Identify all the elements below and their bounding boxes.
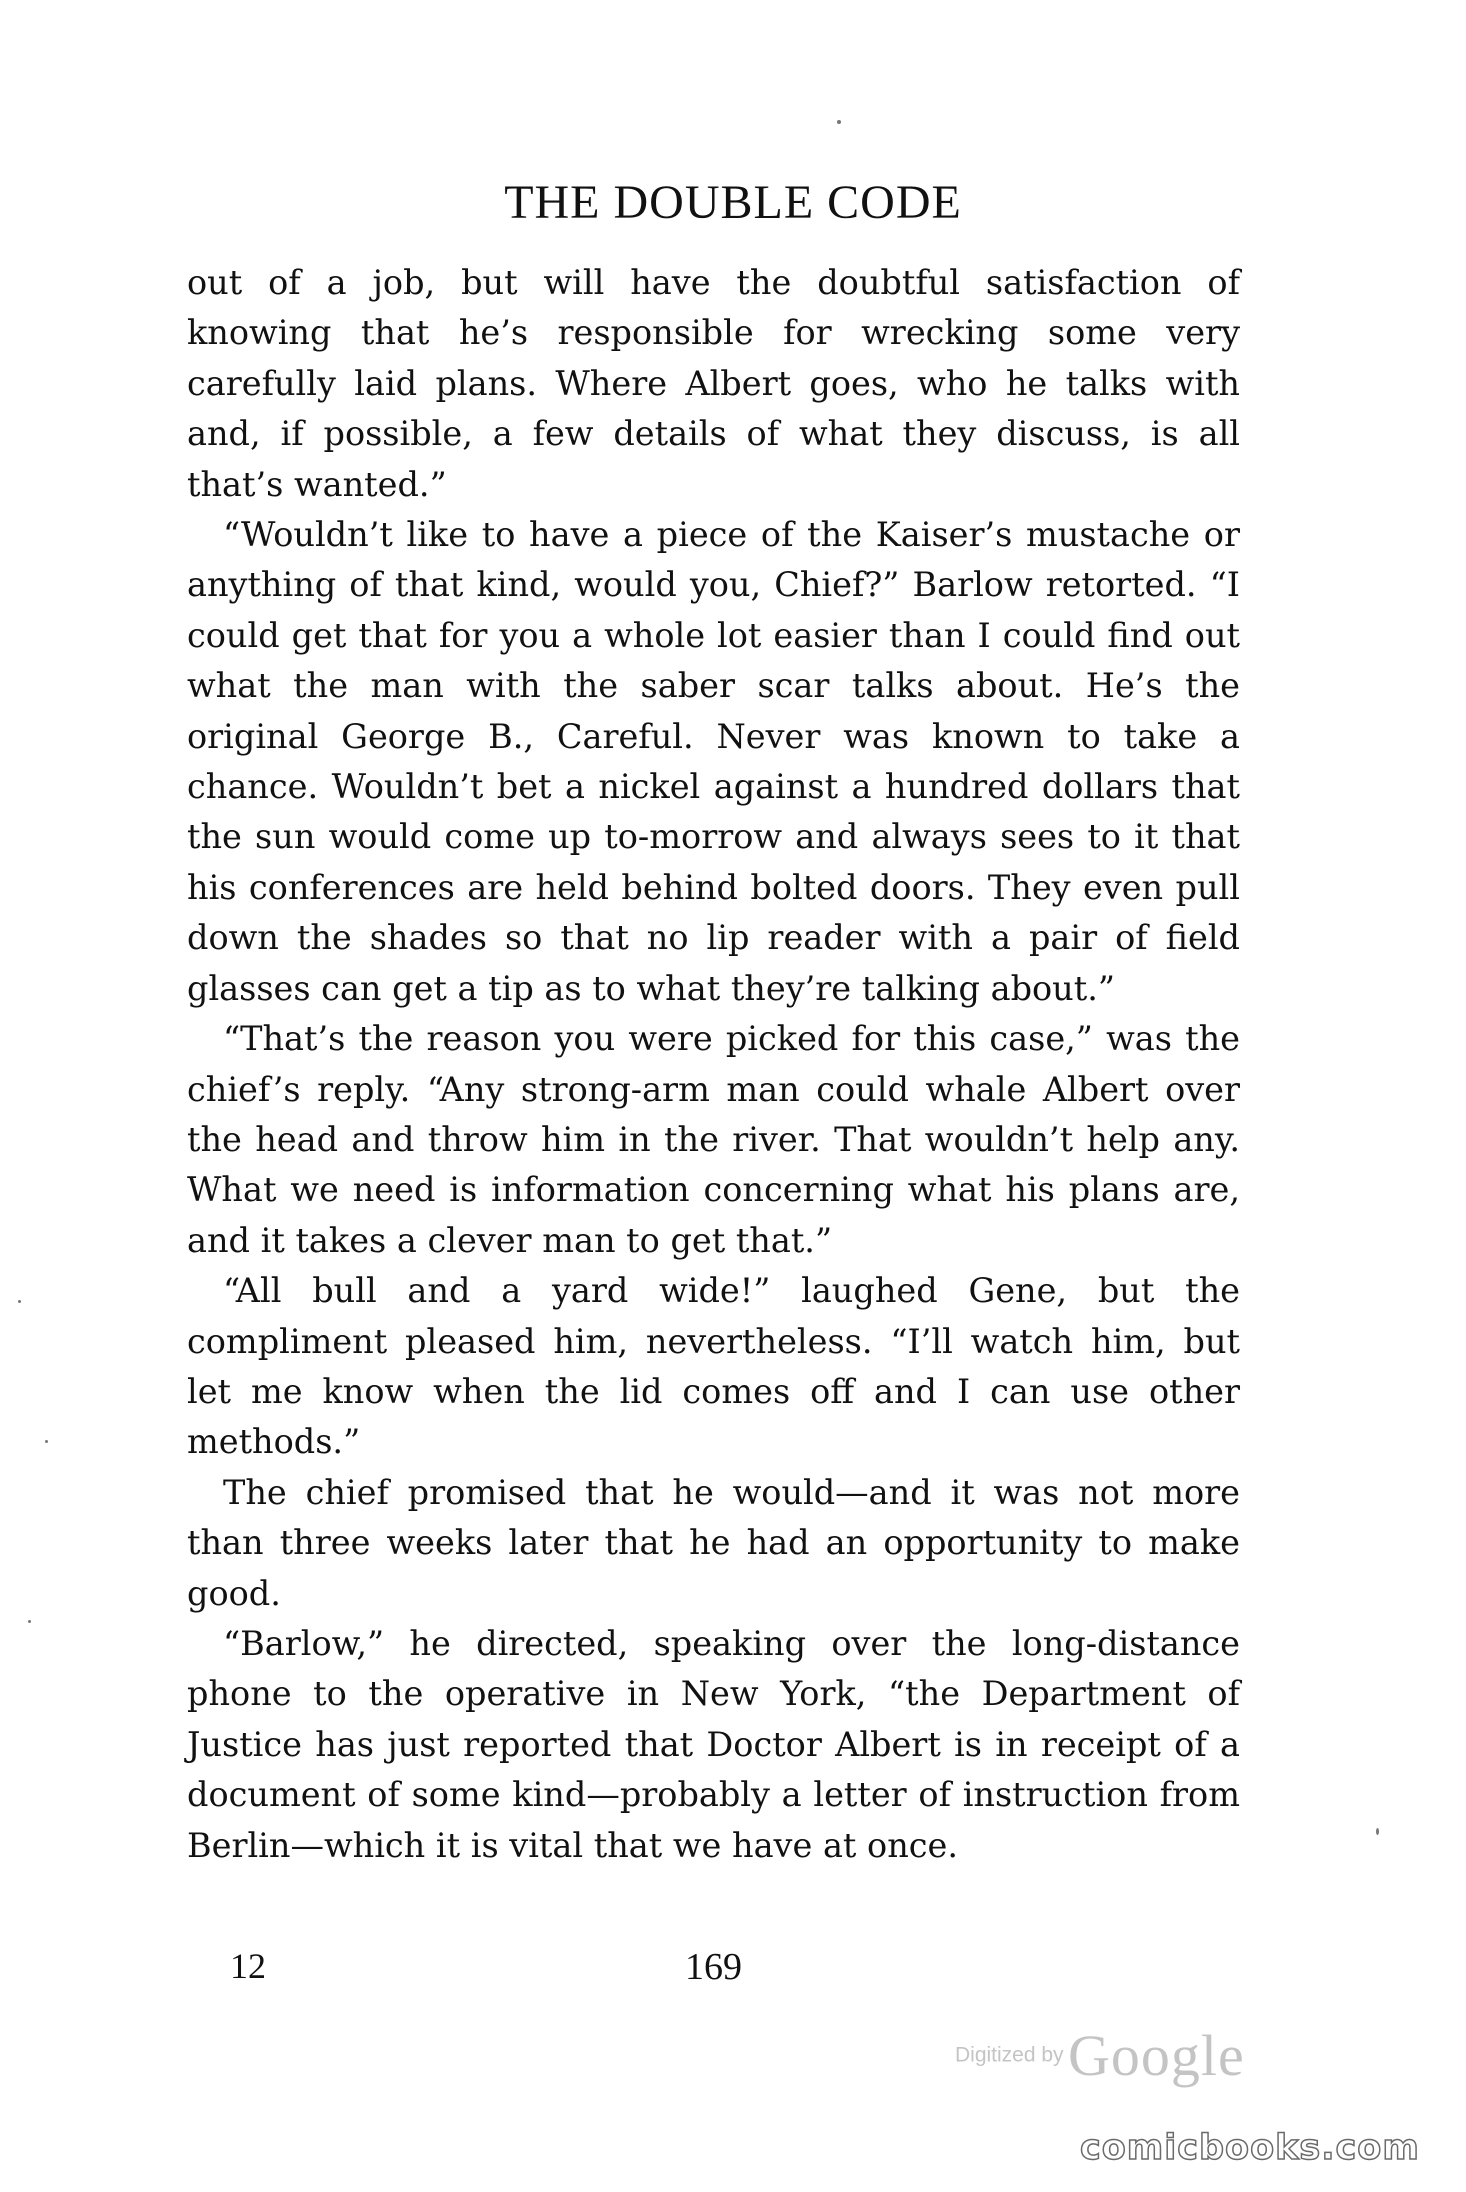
- body-text: [187, 258, 1240, 1871]
- scan-speck: [28, 1620, 31, 1623]
- scan-speck: [1376, 1828, 1379, 1835]
- google-wordmark: Google: [1068, 2023, 1245, 2088]
- paragraph: out of a job, but will have the doubtful satisfaction of knowing that he’s responsible for wrecking some very carefully laid plans. Where Albert goes, who he talks with and, if possible, a few details of what they discuss, is all that’s wanted.”: [187, 263, 1240, 504]
- digitized-prefix: Digitized by: [955, 2043, 1064, 2067]
- paragraph: “Wouldn’t like to have a piece of the Kaiser’s mustache or anything of that kind, would you, Chief?” Barlow retorted. “I could get that for you a whole lot easier than I could find out what the man with the saber scar talks about. He’s the original George B., Careful. Never was known to take a chance. Wouldn’t bet a nickel against a hundred dollars that the sun would come up to-morrow and always sees to it that his conferences are held behind bolted doors. They even pull down the shades so that no lip reader with a pair of field glasses can get a tip as to what they’re talking about.”: [187, 515, 1240, 1008]
- scan-speck: [18, 1300, 21, 1303]
- scan-speck: [837, 120, 841, 124]
- digitized-by-google-watermark: [955, 2022, 1245, 2089]
- running-header: THE DOUBLE CODE: [504, 176, 962, 229]
- site-watermark: comicbooks.com: [1080, 2128, 1420, 2168]
- paragraph: The chief promised that he would—and it was not more than three weeks later that he had an opportunity to make good.: [187, 1472, 1240, 1613]
- paragraph: “That’s the reason you were picked for this case,” was the chief’s reply. “Any strong-arm man could whale Albert over the head and throw him in the river. That wouldn’t help any. What we need is information concerning what his plans are, and it takes a clever man to get that.”: [187, 1019, 1240, 1260]
- signature-mark: 12: [230, 1946, 266, 1986]
- paragraph: “Barlow,” he directed, speaking over the long-distance phone to the operative in New York, “the Department of Justice has just reported that Doctor Albert is in receipt of a document of some kind—probably a letter of instruction from Berlin—which it is vital that we have at once.: [187, 1623, 1240, 1865]
- paragraph: “All bull and a yard wide!” laughed Gene, but the compliment pleased him, nevertheless. “I’ll watch him, but let me know when the lid comes off and I can use other methods.”: [187, 1271, 1240, 1462]
- scan-speck: [45, 1440, 48, 1443]
- page-number: 169: [685, 1946, 742, 1988]
